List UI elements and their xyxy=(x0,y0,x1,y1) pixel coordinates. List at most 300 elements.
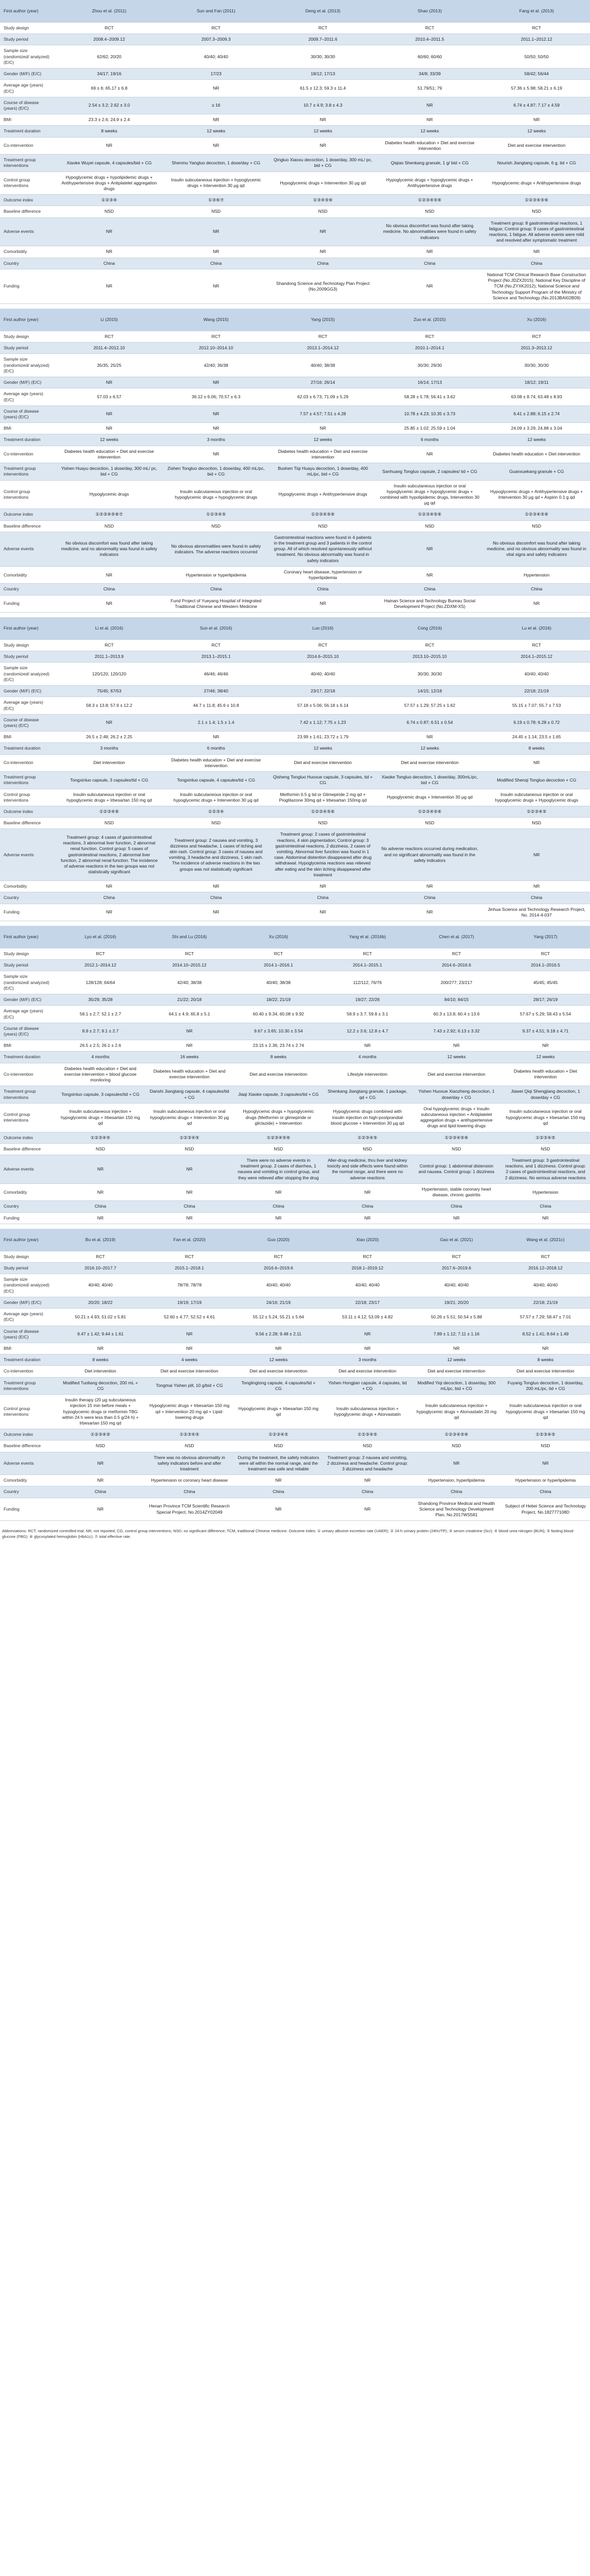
table-cell: NR xyxy=(269,137,376,154)
table-cell: RCT xyxy=(323,948,412,960)
table-cell: NSD xyxy=(56,1143,145,1155)
table-cell: NR xyxy=(234,1212,323,1224)
table-cell: 40/40; 40/40 xyxy=(234,1274,323,1297)
table-cell: Hypoglycemic drugs combined with insulin injection on high-postprandial blood glucose + Intervention 30 µg qd xyxy=(323,1103,412,1132)
table-cell: 62/62; 20/20 xyxy=(56,45,162,69)
table-footnote: Abbreviations: RCT, randomized controlled trial; NR, not reported; CG, control group interventions; NSD, no significant difference; TCM, traditional Chinese medicine. Outcome index: ① urinary albumin excretion rate (UAER); ② 24-h urinary protein (24hUTP); ③ serum creatinine (Scr); ④ blood urea nitrogen (BUN); ⑤ fasting blood glucose (FBG); ⑥ glycosylated hemoglobin (HbA1c); ⑦ total effective rate. xyxy=(2,1529,574,1539)
table-cell: Diet and exercise intervention xyxy=(501,1366,590,1377)
table-row xyxy=(0,994,590,1006)
study-author-cell: Yang et al. (2016b) xyxy=(323,926,412,948)
table-cell: NSD xyxy=(483,818,590,829)
table-cell: 6.41 ± 2.88; 6.15 ± 2.74 xyxy=(483,405,590,422)
table-cell: 2.54 ± 3.2; 2.62 ± 3.0 xyxy=(56,97,162,114)
row-label: Study design xyxy=(0,331,56,343)
study-author-cell: Xiao (2020) xyxy=(323,1229,412,1251)
table-cell: 8 weeks xyxy=(56,126,162,137)
table-cell: RCT xyxy=(234,1251,323,1263)
row-label: Country xyxy=(0,1201,56,1212)
table-cell: Diet and exercise intervention xyxy=(376,754,483,771)
table-cell: 2016.10–2017.7 xyxy=(56,1263,145,1274)
table-row xyxy=(0,1006,590,1023)
row-label: Treatment duration xyxy=(0,434,56,446)
table-cell: NR xyxy=(269,114,376,126)
table-block-3 xyxy=(0,617,590,921)
table-cell: Insulin subcutaneous injection + hypoglycemic drugs + Intervention 30 µg qd xyxy=(163,172,269,195)
table-cell: ①③④⑤⑥ xyxy=(269,195,376,206)
table-cell: Jinhua Science and Technology Research Project, No. 2014-4-037 xyxy=(483,904,590,921)
table-cell: Danshi Jiangtang capsule, 4 capsules/tid + CG xyxy=(145,1086,234,1103)
row-label: Country xyxy=(0,892,56,904)
table-row xyxy=(0,1429,590,1440)
table-cell: Modified Shenqi Tongluo decoction + CG xyxy=(483,772,590,789)
table-row xyxy=(0,714,590,731)
table-row xyxy=(0,331,590,343)
table-cell: 12 weeks xyxy=(234,1354,323,1366)
table-cell: China xyxy=(163,584,269,595)
table-cell: NR xyxy=(145,1155,234,1184)
row-label: Outcome index xyxy=(0,1132,56,1143)
table-row xyxy=(0,520,590,532)
table-cell: 7.42 ± 1.12; 7.75 ± 1.23 xyxy=(269,714,376,731)
row-label: Study period xyxy=(0,651,56,663)
study-author-cell: Xu (2016) xyxy=(483,309,590,331)
table-row xyxy=(0,904,590,921)
table-cell: 61.5 ± 12.3; 59.3 ± 11.4 xyxy=(269,80,376,97)
row-label: Gender (M/F) (E/C) xyxy=(0,686,56,697)
table-cell: 2011.1–2013.9 xyxy=(56,651,162,663)
table-cell: ①②③④⑤⑥⑦ xyxy=(56,509,162,520)
table-cell: There was no obvious abnormality in safety indicators before and after treatment xyxy=(145,1452,234,1475)
table-cell: ①②③④⑤ xyxy=(234,1429,323,1440)
table-cell: China xyxy=(501,1486,590,1498)
table-cell: RCT xyxy=(56,640,162,651)
table-row xyxy=(0,651,590,663)
row-label: Co-intervention xyxy=(0,137,56,154)
table-cell: 2012.10–2014.10 xyxy=(163,343,269,354)
table-cell: NSD xyxy=(56,818,162,829)
table-cell: There were no adverse events in treatment group. 2 cases of diarrhea, 1 nausea and vomiting in control group, and they were relieved after stopping the drug xyxy=(234,1155,323,1184)
row-label: Treatment group interventions xyxy=(0,772,56,789)
table-cell: ①②③④⑤⑥ xyxy=(234,1132,323,1143)
table-cell: Hypoglycemic drugs + Irbesartan 150 mg qd xyxy=(234,1395,323,1429)
table-cell: 17/23 xyxy=(163,69,269,80)
row-label: Sample size (randomized/ analyzed) (E/C) xyxy=(0,354,56,377)
table-cell: 12 weeks xyxy=(56,434,162,446)
table-cell: 2009.7–2011.6 xyxy=(269,34,376,45)
table-cell: 51.79/51; 79 xyxy=(376,80,483,97)
table-cell: Insulin subcutaneous injection or oral hypoglycemic drugs + Irbesartan 150 mg qd xyxy=(56,789,162,806)
table-cell: RCT xyxy=(163,640,269,651)
table-cell: ①②③④⑤ xyxy=(501,1132,590,1143)
table-cell: 30/30; 30/30 xyxy=(483,354,590,377)
block-spacer xyxy=(0,921,590,926)
row-label: Adverse events xyxy=(0,829,56,881)
table-cell: China xyxy=(269,892,376,904)
table-cell: NR xyxy=(269,246,376,258)
table-cell: 12.2 ± 3.6; 12.8 ± 4.7 xyxy=(323,1023,412,1040)
table-cell: China xyxy=(269,258,376,269)
table-cell: NR xyxy=(56,405,162,422)
table-row xyxy=(0,1155,590,1184)
table-cell: NSD xyxy=(145,1440,234,1452)
table-cell: 40/40; 40/40 xyxy=(412,1274,501,1297)
table-row xyxy=(0,892,590,904)
table-cell: NR xyxy=(56,1212,145,1224)
table-cell: 8.52 ± 1.41; 8.64 ± 1.49 xyxy=(501,1326,590,1343)
table-cell: China xyxy=(501,1201,590,1212)
table-cell: 50/50; 50/50 xyxy=(483,45,590,69)
table-cell: 6.74 ± 4.87; 7.17 ± 4.59 xyxy=(483,97,590,114)
table-cell: NR xyxy=(323,1326,412,1343)
table-row xyxy=(0,1040,590,1052)
table-row xyxy=(0,948,590,960)
table-cell: NR xyxy=(376,446,483,463)
table-row xyxy=(0,354,590,377)
table-row xyxy=(0,1052,590,1063)
table-cell: 40/40; 38/38 xyxy=(234,971,323,994)
table-cell: NR xyxy=(483,246,590,258)
table-cell: NR xyxy=(56,1498,145,1521)
table-row xyxy=(0,640,590,651)
table-row xyxy=(0,1132,590,1143)
table-cell: Hypoglycemic drugs + hypoglycemic drugs + Antihypertensive drugs xyxy=(376,172,483,195)
row-label: Comorbidity xyxy=(0,246,56,258)
table-cell: No obvious discomfort was found after taking medicine, and no obvious abnormality was found in vital signs and safety indicators xyxy=(483,532,590,566)
row-label: Treatment group interventions xyxy=(0,155,56,172)
table-cell: NR xyxy=(163,732,269,743)
table-cell: ①②③④⑤ xyxy=(323,1429,412,1440)
study-author-cell: Shao (2013) xyxy=(376,0,483,23)
table-cell: 19/19; 17/19 xyxy=(145,1297,234,1308)
table-cell: 2012.1–2014.12 xyxy=(56,960,145,971)
row-label: Gender (M/F) (E/C) xyxy=(0,994,56,1006)
table-row xyxy=(0,155,590,172)
study-author-cell: Sun et al. (2016) xyxy=(163,617,269,640)
table-cell: Diet and exercise intervention xyxy=(483,137,590,154)
table-cell: Diet and exercise intervention xyxy=(145,1366,234,1377)
row-label: Baseline difference xyxy=(0,1143,56,1155)
table-row xyxy=(0,434,590,446)
table-cell: China xyxy=(412,1486,501,1498)
table-cell: China xyxy=(56,584,162,595)
table-cell: NSD xyxy=(483,520,590,532)
table-cell: 120/120; 120/120 xyxy=(56,663,162,686)
table-cell: ①②③④⑤⑥ xyxy=(376,195,483,206)
table-cell: RCT xyxy=(412,948,501,960)
table-row xyxy=(0,1063,590,1086)
table-cell: 58.3 ± 13.8; 57.9 ± 12.2 xyxy=(56,697,162,714)
table-row xyxy=(0,743,590,754)
table-cell: ①②③④⑤⑥ xyxy=(376,509,483,520)
table-cell: RCT xyxy=(269,640,376,651)
table-cell: 2010.1–2014.1 xyxy=(376,343,483,354)
row-label: Adverse events xyxy=(0,1155,56,1184)
table-cell: NR xyxy=(163,80,269,97)
table-row xyxy=(0,1201,590,1212)
study-author-cell: Sun and Fan (2011) xyxy=(163,0,269,23)
table-cell: NR xyxy=(323,1183,412,1200)
table-cell: 2014.1–2015.12 xyxy=(483,651,590,663)
table-cell: Modified Tuoliang decoction, 200 mL + CG xyxy=(56,1377,145,1394)
table-row xyxy=(0,1498,590,1521)
table-cell: Diabetes health education + Diet and exercise intervention xyxy=(269,446,376,463)
table-cell: 2014.1–2016.1 xyxy=(234,960,323,971)
row-label: Outcome index xyxy=(0,195,56,206)
study-author-cell: Zhou et al. (2011) xyxy=(56,0,162,23)
table-row xyxy=(0,1440,590,1452)
table-cell: National TCM Clinical Research Base Construction Project (No.JDZX2015); National Key Discipline of TCM (No.ZYXK2012); National Science and Technology Support Program of the Ministry of Science and Technology (No.2013BAI02B09) xyxy=(483,269,590,303)
table-cell: Diet intervention xyxy=(56,754,162,771)
table-cell: 18/12; 19/11 xyxy=(483,377,590,388)
table-cell: 3 months xyxy=(163,434,269,446)
table-cell: NR xyxy=(56,377,162,388)
table-cell: Zishen Tongluo decoction, 1 dose/day, 400 mL/pc, bid + CG xyxy=(163,463,269,480)
table-cell: NSD xyxy=(376,206,483,217)
table-cell: China xyxy=(323,1201,412,1212)
table-cell: 8 weeks xyxy=(234,1052,323,1063)
table-cell: Yishen Huayu decoction, 1 dose/day, 300 mL/ pc, bid + CG xyxy=(56,463,162,480)
row-label: Average age (years) (E/C) xyxy=(0,1006,56,1023)
table-cell: Treatment group: 8 gastrointestinal reactions, 1 fatigue; Control group: 9 cases of gastrointestinal reactions, 1 fatigue. All adverse events were mild and resolved after symptomatic treatment xyxy=(483,217,590,246)
row-label: Country xyxy=(0,584,56,595)
table-cell: 3 months xyxy=(323,1354,412,1366)
table-row xyxy=(0,532,590,566)
table-row xyxy=(0,446,590,463)
table-cell: Insulin subcutaneous injection or oral hypoglycemic drugs + hypoglycemic drugs + combined with hypolipidemic drugs, Intervention 30 µg qd xyxy=(376,480,483,509)
table-cell: 25.85 ± 1.02; 25.59 ± 1.04 xyxy=(376,423,483,434)
table-row xyxy=(0,806,590,817)
table-cell: Diabetes health education + Diet intervention xyxy=(501,1063,590,1086)
table-cell: Hypoglycemic drugs + Antihypertensive drugs + Intervention 30 µg qd + Aspirin 0.1 g qd xyxy=(483,480,590,509)
table-cell: 27/16; 26/14 xyxy=(269,377,376,388)
table-cell: 12 weeks xyxy=(376,126,483,137)
row-label: Study period xyxy=(0,34,56,45)
table-row xyxy=(0,1377,590,1394)
row-label: Comorbidity xyxy=(0,1183,56,1200)
table-cell: 2013.10–2015.10 xyxy=(376,651,483,663)
table-cell: Insulin subcutaneous injection or oral hypoglycemic drugs + Intervention 30 µg qd xyxy=(163,789,269,806)
row-label: Funding xyxy=(0,1498,56,1521)
row-label: Co-intervention xyxy=(0,446,56,463)
study-author-cell: Fan et al. (2020) xyxy=(145,1229,234,1251)
table-row xyxy=(0,246,590,258)
table-cell: No obvious discomfort was found after taking medicine. No abnormalities were found in safety indicators xyxy=(376,217,483,246)
table-cell: 9.37 ± 4.51; 9.18 ± 4.71 xyxy=(501,1023,590,1040)
table-cell: Insulin therapy (20 µg subcutaneous injection 15 min before meals + hypoglycemic drugs or metformin TBG within 24 h were less than 0.5 g/24 h) + Irbesartan 150 mg qd xyxy=(56,1395,145,1429)
table-cell: Jiaqi Xiaoke capsule, 3 capsules/tid + CG xyxy=(234,1086,323,1103)
study-author-cell: Li (2015) xyxy=(56,309,162,331)
row-label: Comorbidity xyxy=(0,881,56,892)
block-spacer xyxy=(0,1224,590,1229)
table-row xyxy=(0,269,590,303)
table-cell: NR xyxy=(145,1183,234,1200)
table-cell: Qingluo Xiaoxu decoction, 1 dose/day, 300 mL/ pc, bid + CG xyxy=(269,155,376,172)
table-cell: 35/35; 25/25 xyxy=(56,354,162,377)
table-cell: Hypoglycemic drugs + Antihypertensive drugs xyxy=(483,172,590,195)
table-cell: NR xyxy=(163,377,269,388)
table-cell: 9.47 ± 1.42; 9.44 ± 1.61 xyxy=(56,1326,145,1343)
row-label: Adverse events xyxy=(0,532,56,566)
table-cell: 2.1 ± 1.4; 1.5 ± 1.4 xyxy=(163,714,269,731)
table-cell: Xiaoke Wuyei capsule, 4 capsules/bid + CG xyxy=(56,155,162,172)
table-header-row xyxy=(0,309,590,331)
table-cell: 50.21 ± 4.93; 51.02 ± 5.81 xyxy=(56,1309,145,1326)
table-cell: 63.08 ± 8.74; 63.48 ± 8.93 xyxy=(483,388,590,405)
table-cell: 78/78; 78/78 xyxy=(145,1274,234,1297)
table-cell: Diet and exercise intervention xyxy=(269,754,376,771)
table-cell: Diet intervention xyxy=(56,1366,145,1377)
table-cell: Diabetes health education + Diet intervention xyxy=(483,446,590,463)
table-row xyxy=(0,584,590,595)
study-author-cell: Gao et al. (2021) xyxy=(412,1229,501,1251)
table-cell: 4 months xyxy=(56,1052,145,1063)
row-label: Study design xyxy=(0,640,56,651)
table-cell: ①②③④⑤⑥ xyxy=(269,806,376,817)
table-cell: 18/12; 17/13 xyxy=(269,69,376,80)
table-cell: NR xyxy=(412,1040,501,1052)
table-cell: NSD xyxy=(269,520,376,532)
table-cell: 23.15 ± 2.36; 23.74 ± 2.74 xyxy=(234,1040,323,1052)
table-cell: Subject of Hebei Science and Technology Project, No.182777108D xyxy=(501,1498,590,1521)
table-row xyxy=(0,1143,590,1155)
table-cell: 112/112; 76/76 xyxy=(323,971,412,994)
row-label: Treatment group interventions xyxy=(0,1377,56,1394)
table-cell: Hainan Science and Technology Bureau Social Development Project (No.ZDXM-XS) xyxy=(376,595,483,612)
table-cell: NR xyxy=(145,1326,234,1343)
table-cell: 55.12 ± 5.24; 55.21 ± 5.64 xyxy=(234,1309,323,1326)
table-cell: 12 weeks xyxy=(376,743,483,754)
table-cell: NSD xyxy=(269,206,376,217)
table-cell: Hypoglycemic drugs + Antihypertensive drugs xyxy=(269,480,376,509)
table-cell: 57.57 ± 7.29; 58.47 ± 7.01 xyxy=(501,1309,590,1326)
table-block-4 xyxy=(0,926,590,1224)
table-cell: RCT xyxy=(163,331,269,343)
table-row xyxy=(0,258,590,269)
table-cell: 22/18; 21/19 xyxy=(483,686,590,697)
table-cell: Yishen Hongjian capsule, 4 capsules, tid + CG xyxy=(323,1377,412,1394)
table-cell: Tongxinluo capsule, 4 capsules/tid + CG xyxy=(163,772,269,789)
table-row xyxy=(0,1326,590,1343)
table-cell: Xiaoke Tongluo decoction, 1 dose/day, 300mL/pc, bid + CG xyxy=(376,772,483,789)
table-cell: 6 months xyxy=(163,743,269,754)
table-row xyxy=(0,126,590,137)
table-cell: ①②③④ xyxy=(56,195,162,206)
table-cell: ①②③④⑤⑥ xyxy=(269,509,376,520)
table-cell: Fuyang Tongluo decoction, 1 dose/day, 200 mL/pc, tid + CG xyxy=(501,1377,590,1394)
table-cell: NR xyxy=(56,269,162,303)
table-cell: Hypertension or hyperlipidemia xyxy=(163,566,269,583)
row-label: Average age (years) (E/C) xyxy=(0,697,56,714)
table-cell: 10.7 ± 4.9; 3.8 ± 4.3 xyxy=(269,97,376,114)
table-cell: Sanhuang Tongluo capsule, 2 capsules/ tid + CG xyxy=(376,463,483,480)
table-cell: 24.45 ± 1.14; 23.5 ± 1.65 xyxy=(483,732,590,743)
table-cell: NR xyxy=(56,566,162,583)
table-cell: 60.40 ± 9.34; 60.08 ± 9.92 xyxy=(234,1006,323,1023)
table-cell: ①②③④⑤ xyxy=(323,1132,412,1143)
row-label: Course of disease (years) (E/C) xyxy=(0,1023,56,1040)
table-header-row xyxy=(0,617,590,640)
table-row xyxy=(0,97,590,114)
row-label: First author (year) xyxy=(0,617,56,640)
table-cell: Hypoglycemic drugs + hypolipidemic drugs + Antihypertensive drugs + Antiplatelet aggregation drugs xyxy=(56,172,162,195)
row-label: Study design xyxy=(0,1251,56,1263)
table-cell: RCT xyxy=(56,331,162,343)
table-row xyxy=(0,881,590,892)
table-cell: China xyxy=(163,892,269,904)
table-cell: Hypertension, hyperlipidemia xyxy=(412,1475,501,1486)
table-cell: RCT xyxy=(501,1251,590,1263)
row-label: Course of disease (years) (E/C) xyxy=(0,714,56,731)
table-cell: NR xyxy=(412,1452,501,1475)
table-cell: ①②③④⑤ xyxy=(56,1429,145,1440)
table-row xyxy=(0,1309,590,1326)
table-cell: No adverse reactions occurred during medication, and no significant abnormality was found in the safety indicators xyxy=(376,829,483,881)
table-cell: NSD xyxy=(163,206,269,217)
table-cell: NR xyxy=(412,1343,501,1354)
table-cell: China xyxy=(56,1486,145,1498)
table-cell: ①②③④⑤⑥ xyxy=(483,509,590,520)
table-cell: Insulin subcutaneous injection or oral hypoglycemic drugs + Irbesartan 150 mg qd xyxy=(501,1103,590,1132)
table-cell: NSD xyxy=(501,1143,590,1155)
table-cell: NR xyxy=(269,423,376,434)
table-cell: NR xyxy=(145,1023,234,1040)
row-label: Sample size (randomized/ analyzed) (E/C) xyxy=(0,45,56,69)
table-cell: China xyxy=(269,584,376,595)
table-row xyxy=(0,1086,590,1103)
table-row xyxy=(0,971,590,994)
table-cell: 23/17; 22/18 xyxy=(269,686,376,697)
study-author-cell: Bu et al. (2019) xyxy=(56,1229,145,1251)
row-label: Control group interventions xyxy=(0,172,56,195)
table-cell: NR xyxy=(376,566,483,583)
table-row xyxy=(0,463,590,480)
table-cell: Lifestyle intervention xyxy=(323,1063,412,1086)
study-author-cell: Zuo et al. (2015) xyxy=(376,309,483,331)
table-cell: NSD xyxy=(145,1143,234,1155)
table-cell: NR xyxy=(145,1040,234,1052)
study-author-cell: Fang et al. (2013) xyxy=(483,0,590,23)
row-label: Treatment duration xyxy=(0,126,56,137)
table-cell: NR xyxy=(376,881,483,892)
table-cell: 22/18; 23/17 xyxy=(323,1297,412,1308)
table-cell: Modified Yiqi decoction, 1 dose/day, 300 mL/pc, bid + CG xyxy=(412,1377,501,1394)
table-cell: NR xyxy=(376,904,483,921)
table-cell: 7.57 ± 4.57; 7.51 ± 4.28 xyxy=(269,405,376,422)
table-cell: NR xyxy=(376,97,483,114)
table-cell: Insulin subcutaneous injection or oral hypoglycemic drugs + Hypoglycemic drugs xyxy=(483,789,590,806)
table-cell: NR xyxy=(56,1475,145,1486)
table-cell: 9.67 ± 3.65; 10.30 ± 3.54 xyxy=(234,1023,323,1040)
table-cell: NSD xyxy=(234,1143,323,1155)
table-cell: 2011.4–2012.10 xyxy=(56,343,162,354)
study-author-cell: Luo (2016) xyxy=(269,617,376,640)
table-cell: 200/277; 23/217 xyxy=(412,971,501,994)
table-cell: 62.03 ± 6.73; 71.09 ± 5.29 xyxy=(269,388,376,405)
table-cell: NR xyxy=(412,1212,501,1224)
table-row xyxy=(0,1183,590,1200)
row-label: Sample size (randomized/ analyzed) (E/C) xyxy=(0,663,56,686)
table-cell: 40/40; 40/40 xyxy=(163,45,269,69)
table-cell: ①②③④⑤⑥ xyxy=(483,195,590,206)
table-cell: Shandong Province Medical and Health Science and Technology Development Plan, No.2017WS581 xyxy=(412,1498,501,1521)
table-cell: NR xyxy=(163,405,269,422)
table-cell: NR xyxy=(376,246,483,258)
table-cell: 75/45; 67/53 xyxy=(56,686,162,697)
table-cell: China xyxy=(483,584,590,595)
row-label: Adverse events xyxy=(0,1452,56,1475)
table-row xyxy=(0,405,590,422)
table-cell: NR xyxy=(483,114,590,126)
